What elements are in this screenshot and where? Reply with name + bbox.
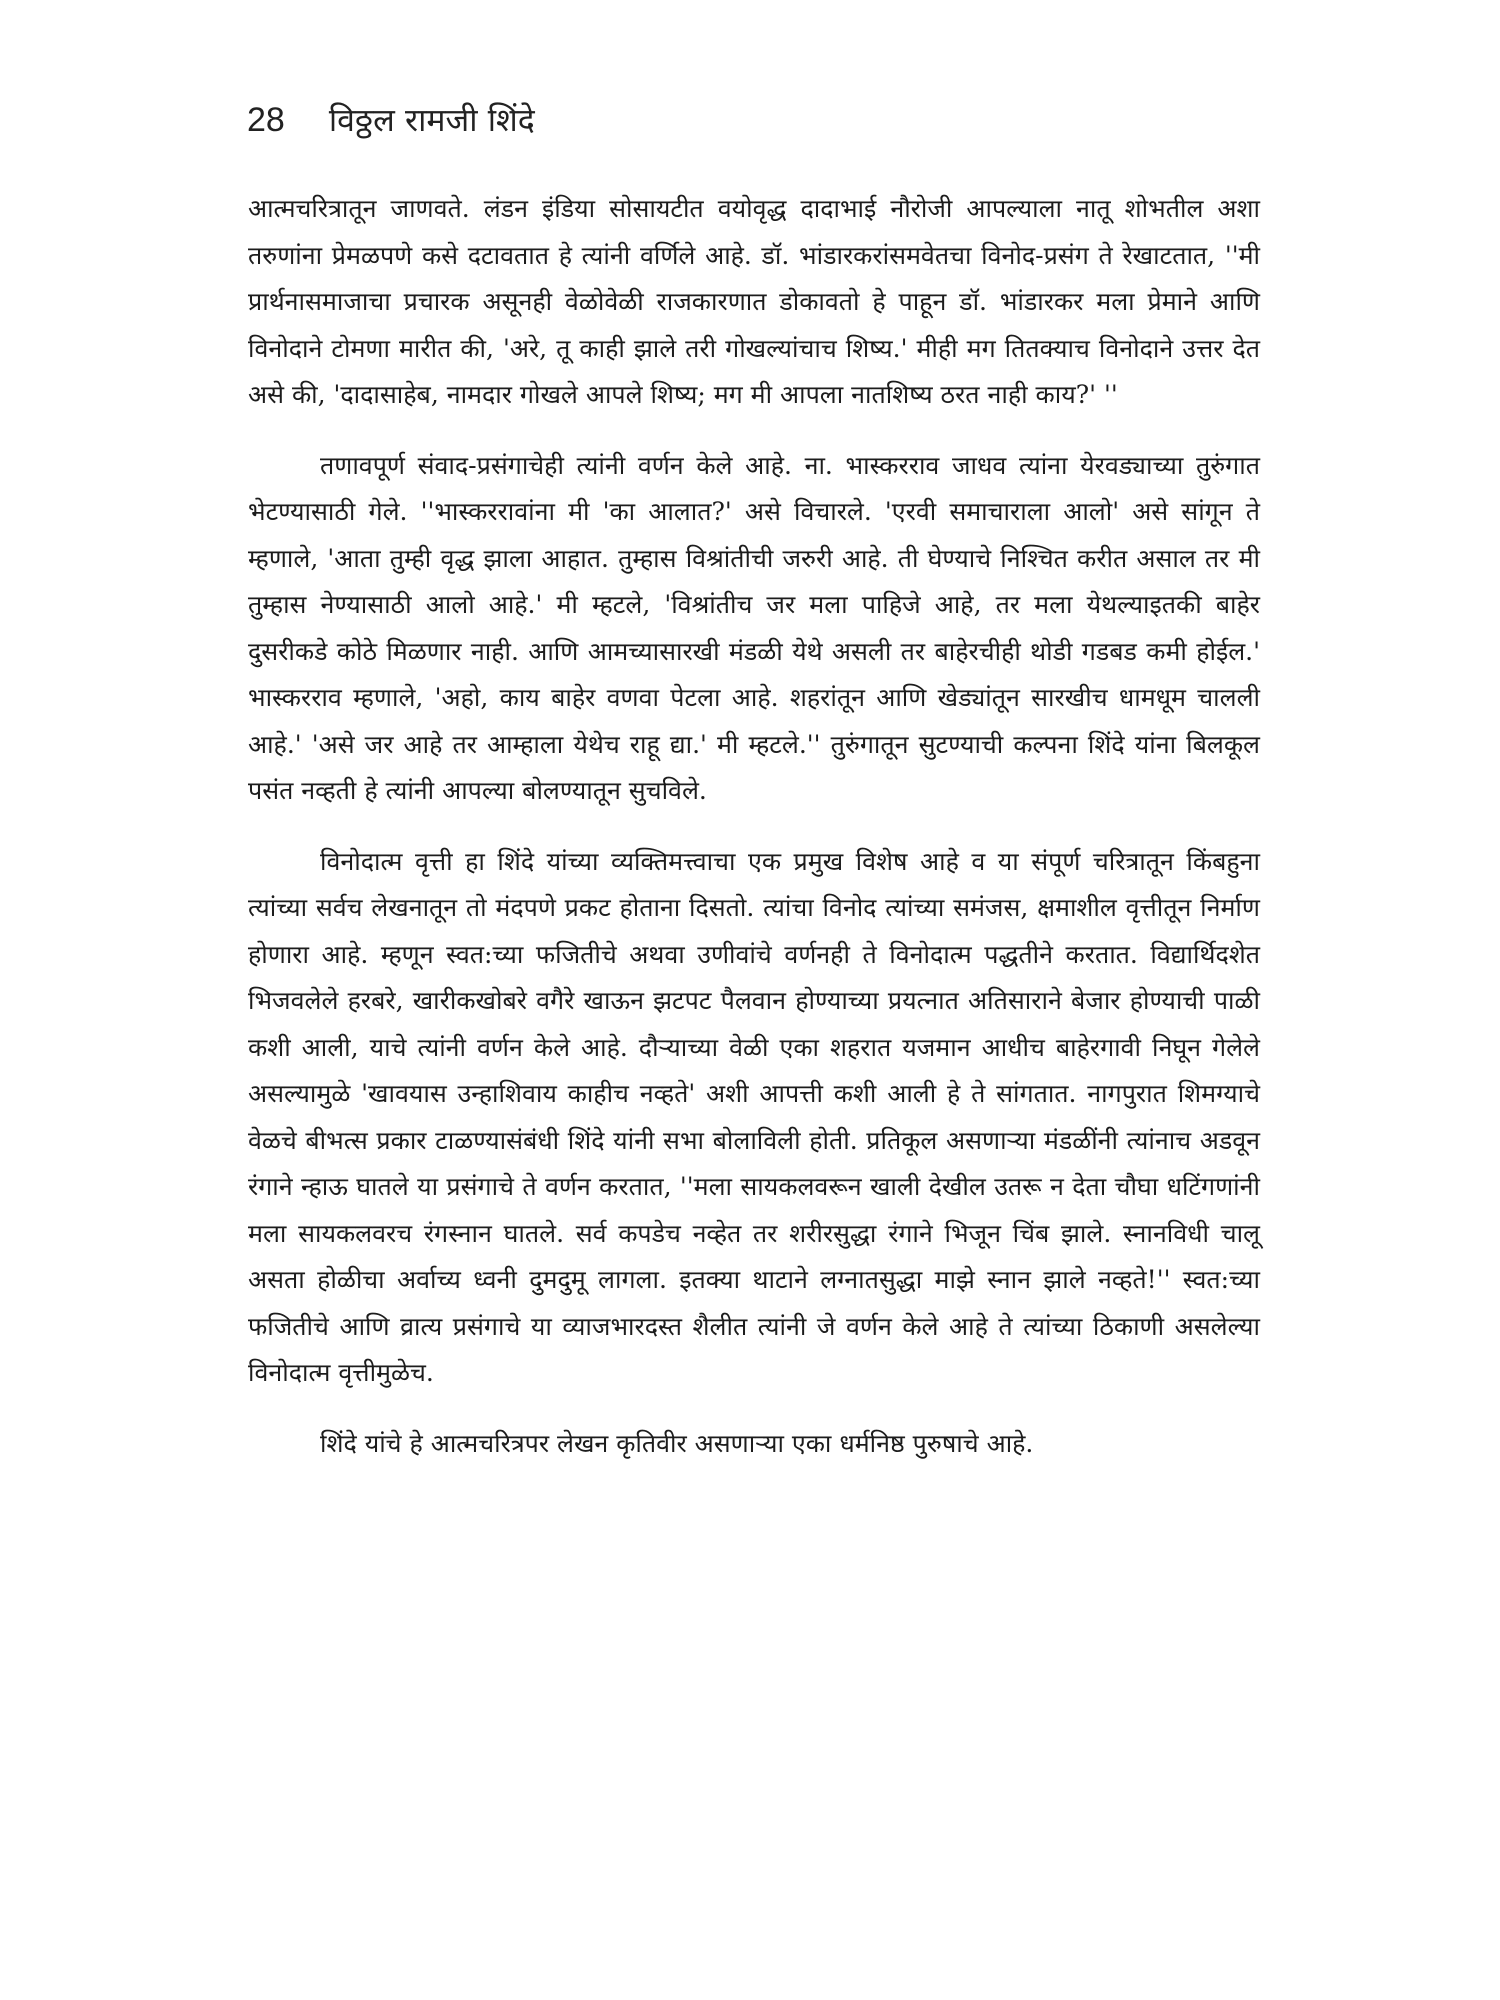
running-header (247, 98, 535, 158)
paragraph-4: शिंदे यांचे हे आत्मचरित्रपर लेखन कृतिवीर असणाऱ्या एका धर्मनिष्ठ पुरुषाचे आहे. (320, 1428, 1034, 1458)
paragraph-3: विनोदात्म वृत्ती हा शिंदे यांच्या व्यक्तिमत्त्वाचा एक प्रमुख विशेष आहे व या संपूर्ण चरित्रातून किंबहुना त्यांच्या सर्वच लेखनातून तो मंदपणे प्रकट होताना दिसतो. त्यांचा विनोद त्यांच्या समंजस, क्षमाशील वृत्तीतून निर्माण होणारा आहे. म्हणून स्वत:च्या फजितीचे अथवा उणीवांचे वर्णनही ते विनोदात्म पद्धतीने करतात. विद्यार्थिदशेत भिजवलेले हरबरे, खारीकखोबरे वगैरे खाऊन झटपट पैलवान होण्याच्या प्रयत्नात अतिसाराने बेजार होण्याची पाळी कशी आली, याचे त्यांनी वर्णन केले आहे. दौऱ्याच्या वेळी एका शहरात यजमान आधीच बाहेरगावी निघून गेलेले असल्यामुळे 'खावयास उन्हाशिवाय काहीच नव्हते' अशी आपत्ती कशी आली हे ते सांगतात. नागपुरात शिमग्याचे वेळचे बीभत्स प्रकार टाळण्यासंबंधी शिंदे यांनी सभा बोलाविली होती. प्रतिकूल असणाऱ्या मंडळींनी त्यांनाच अडवून रंगाने न्हाऊ घातले या प्रसंगाचे ते वर्णन करतात, ''मला सायकलवरून खाली देखील उतरू न देता चौघा धटिंगणांनी मला सायकलवरच रंगस्नान घातले. सर्व कपडेच नव्हेत तर शरीरसुद्धा रंगाने भिजून चिंब झाले. स्नानविधी चालू असता होळीचा अर्वाच्य ध्वनी दुमदुमू लागला. इतक्या थाटाने लग्नातसुद्धा माझे स्नान झाले नव्हते!'' स्वत:च्या फजितीचे आणि व्रात्य प्रसंगाचे या व्याजभारदस्त शैलीत त्यांनी जे वर्णन केले आहे ते त्यांच्या ठिकाणी असलेल्या विनोदात्म वृत्तीमुळेच. (248, 846, 1260, 1387)
paragraph-2: तणावपूर्ण संवाद-प्रसंगाचेही त्यांनी वर्णन केले आहे. ना. भास्करराव जाधव त्यांना येरवड्याच्या तुरुंगात भेटण्यासाठी गेले. ''भास्कररावांना मी 'का आलात?' असे विचारले. 'एरवी समाचाराला आलो' असे सांगून ते म्हणाले, 'आता तुम्ही वृद्ध झाला आहात. तुम्हास विश्रांतीची जरुरी आहे. ती घेण्याचे निश्चित करीत असाल तर मी तुम्हास नेण्यासाठी आलो आहे.' मी म्हटले, 'विश्रांतीच जर मला पाहिजे आहे, तर मला येथल्याइतकी बाहेर दुसरीकडे कोठे मिळणार नाही. आणि आमच्यासारखी मंडळी येथे असली तर बाहेरचीही थोडी गडबड कमी होईल.' भास्करराव म्हणाले, 'अहो, काय बाहेर वणवा पेटला आहे. शहरांतून आणि खेड्यांतून सारखीच धामधूम चालली आहे.' 'असे जर आहे तर आम्हाला येथेच राहू द्या.' मी म्हटले.'' तुरुंगातून सुटण्याची कल्पना शिंदे यांना बिलकूल पसंत नव्हती हे त्यांनी आपल्या बोलण्यातून सुचविले. (248, 450, 1260, 805)
paragraph-1: आत्मचरित्रातून जाणवते. लंडन इंडिया सोसायटीत वयोवृद्ध दादाभाई नौरोजी आपल्याला नातू शोभतील अशा तरुणांना प्रेमळपणे कसे दटावतात हे त्यांनी वर्णिले आहे. डॉ. भांडारकरांसमवेतचा विनोद-प्रसंग ते रेखाटतात, ''मी प्रार्थनासमाजाचा प्रचारक असूनही वेळोवेळी राजकारणात डोकावतो हे पाहून डॉ. भांडारकर मला प्रेमाने आणि विनोदाने टोमणा मारीत की, 'अरे, तू काही झाले तरी गोखल्यांचाच शिष्य.' मीही मग तितक्याच विनोदाने उत्तर देत असे की, 'दादासाहेब, नामदार गोखले आपले शिष्य; मग मी आपला नातशिष्य ठरत नाही काय?' '' (248, 194, 1260, 409)
book-title: विठ्ठल रामजी शिंदे (328, 101, 535, 139)
page-number: 28 (247, 101, 285, 139)
body-text (248, 186, 1260, 1467)
